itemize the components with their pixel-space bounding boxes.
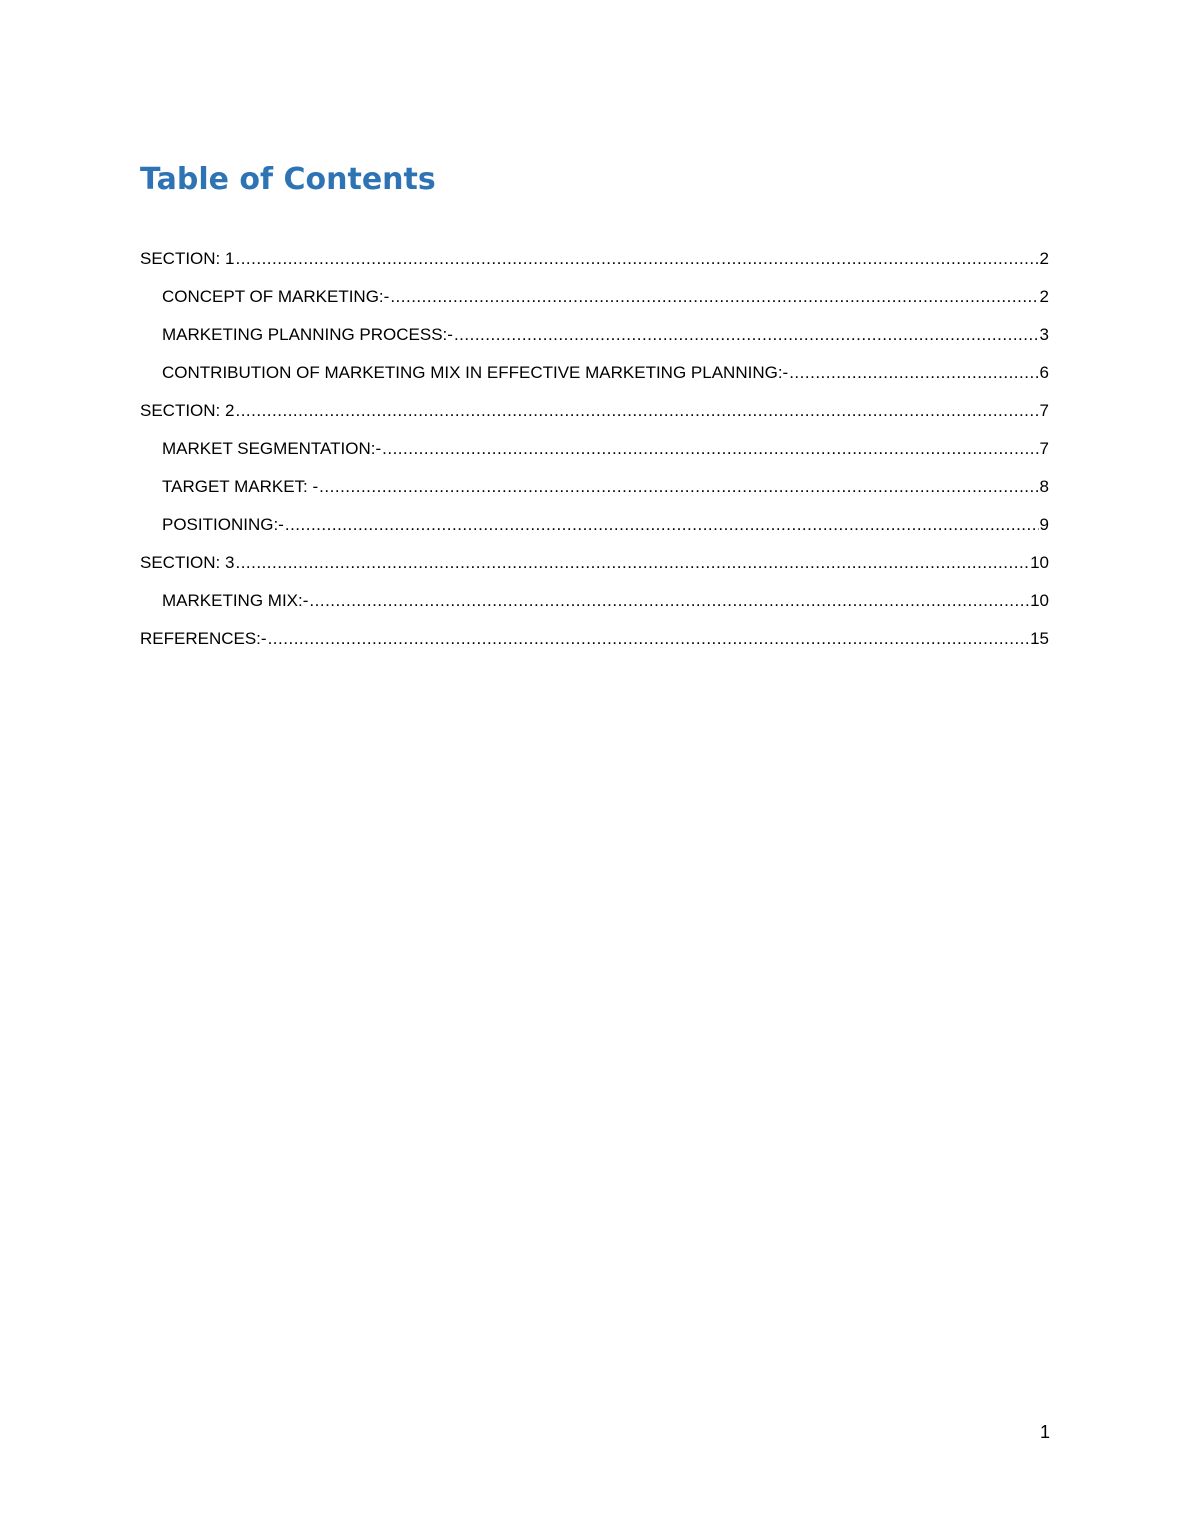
toc-entry-page: 9 [1039, 515, 1049, 534]
toc-entry-marketing-mix[interactable] [140, 588, 1049, 626]
toc-entry-label: MARKETING PLANNING PROCESS:- [162, 325, 453, 344]
toc-entry-page: 10 [1030, 591, 1049, 610]
toc-entry-label: CONTRIBUTION OF MARKETING MIX IN EFFECTIVE MARKETING PLANNING:- [162, 363, 789, 382]
toc-entry-label: SECTION: 3 [140, 553, 235, 572]
toc-dot-leader [454, 322, 1039, 348]
toc-entry-label: TARGET MARKET: - [162, 477, 319, 496]
toc-entry-section-3[interactable] [140, 550, 1049, 588]
toc-entry-market-segmentation[interactable] [140, 436, 1049, 474]
toc-entry-page: 10 [1030, 553, 1049, 572]
toc-entry-page: 7 [1039, 401, 1049, 420]
toc-entry-page: 7 [1039, 439, 1049, 458]
toc-dot-leader [268, 626, 1030, 652]
toc-entry-section-1[interactable] [140, 246, 1049, 284]
toc-dot-leader [382, 436, 1038, 462]
toc-entry-page: 2 [1039, 249, 1049, 268]
page-number: 1 [1039, 1422, 1050, 1442]
toc-entry-page: 15 [1030, 629, 1049, 648]
toc-dot-leader [235, 398, 1038, 424]
toc-entry-contribution-of-marketing-mix[interactable] [140, 360, 1049, 398]
toc-entry-concept-of-marketing[interactable] [140, 284, 1049, 322]
toc-entry-label: SECTION: 2 [140, 401, 235, 420]
table-of-contents [140, 246, 1049, 664]
toc-entry-label: MARKETING MIX:- [162, 591, 309, 610]
toc-entry-label: MARKET SEGMENTATION:- [162, 439, 382, 458]
toc-dot-leader [309, 588, 1029, 614]
toc-entry-positioning[interactable] [140, 512, 1049, 550]
toc-entry-marketing-planning-process[interactable] [140, 322, 1049, 360]
toc-entry-label: CONCEPT OF MARKETING:- [162, 287, 390, 306]
toc-dot-leader [285, 512, 1039, 538]
toc-entry-label: POSITIONING:- [162, 515, 284, 534]
toc-entry-page: 2 [1039, 287, 1049, 306]
toc-entry-target-market[interactable] [140, 474, 1049, 512]
toc-entry-page: 3 [1039, 325, 1049, 344]
toc-dot-leader [789, 360, 1038, 386]
toc-entry-label: REFERENCES:- [140, 629, 267, 648]
toc-entry-page: 6 [1039, 363, 1049, 382]
toc-dot-leader [235, 550, 1029, 576]
toc-dot-leader [390, 284, 1038, 310]
toc-entry-references[interactable] [140, 626, 1049, 664]
toc-entry-page: 8 [1039, 477, 1049, 496]
toc-dot-leader [235, 246, 1038, 272]
toc-dot-leader [319, 474, 1038, 500]
toc-entry-label: SECTION: 1 [140, 249, 235, 268]
toc-heading: Table of Contents [140, 162, 436, 197]
toc-entry-section-2[interactable] [140, 398, 1049, 436]
